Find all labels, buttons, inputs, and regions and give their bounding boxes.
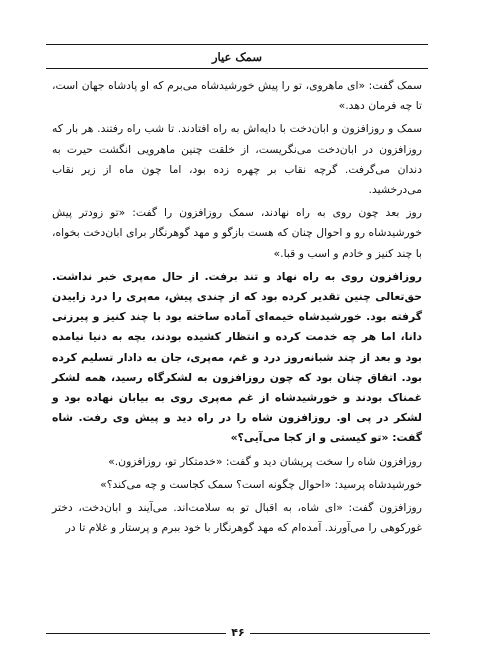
paragraph: روز بعد چون روی به راه نهادند، سمک روزافزون را گفت: «تو زودتر پیش خورشیدشاه رو و احوال چنان که هست بازگو و مهد گوهرنگار برای ابان‌دخت بخواه، با چند کنیز و خادم و اسب و قبا.»	[52, 206, 422, 260]
page-number: ۴۶	[231, 626, 245, 639]
paragraph: سمک و روزافزون و ابان‌دخت با دایه‌اش به راه افتادند. تا شب راه رفتند. هر بار که روزافزون در ابان‌دخت می‌نگریست، از خلقت چنین ماهرویی انگشت حیرت به دندان می‌گرفت. گرچه نقاب بر چهره زده بود، اما چون ماه از زیر نقاب می‌درخشید.	[52, 122, 422, 197]
header-top-rule	[46, 44, 428, 45]
paragraph: خورشیدشاه پرسید: «احوال چگونه است؟ سمک کجاست و چه می‌کند؟»	[100, 477, 422, 491]
header-bottom-rule	[46, 68, 428, 69]
running-header-title: سمک عیار	[212, 50, 262, 64]
paragraph: روزافزون روی به راه نهاد و تند برفت. از حال مه‌پری خبر نداشت. حق‌تعالی چنین تقدیر کرده بود که از چندی پیش، مه‌پری را درد زاییدن گرفته بود. خورشیدشاه خیمه‌ای آماده ساخته بود با چند کنیز و پیرزنی دانا، اما هر چه خدمت کرده و انتظار کشیده بودند، بچه به دنیا نیامده بود و بعد از چند شبانه‌روز درد و غم، مه‌پری، جان به دادار تسلیم کرده بود. اتفاق چنان بود که چون روزافزون به لشکرگاه رسید، همه لشکر غمناک بودند و خورشیدشاه از غم مه‌پری روی به بیابان نهاده بود و لشکر در پی او. روزافزون شاه را در راه دید و پیش وی رفت. شاه گفت: «تو کیستی و از کجا می‌آیی؟»	[52, 269, 422, 445]
paragraph: روزافزون گفت: «ای شاه، به اقبال تو به سلامت‌اند. می‌آیند و ابان‌دخت، دختر غورکوهی را می‌آورند. آمده‌ام که مهد گوهرنگار با خود ببرم و پرستار و غلام تا در	[52, 501, 422, 535]
paragraph: روزافزون شاه را سخت پریشان دید و گفت: «خدمتکار تو، روزافزون.»	[108, 454, 422, 468]
footer-rule-right	[250, 633, 430, 634]
paragraph: سمک گفت: «ای ماهروی، تو را پیش خورشیدشاه می‌برم که او پادشاه جهان است، تا چه فرمان دهد.»	[52, 79, 422, 113]
footer-rule-left	[46, 633, 226, 634]
body-text	[52, 76, 422, 541]
